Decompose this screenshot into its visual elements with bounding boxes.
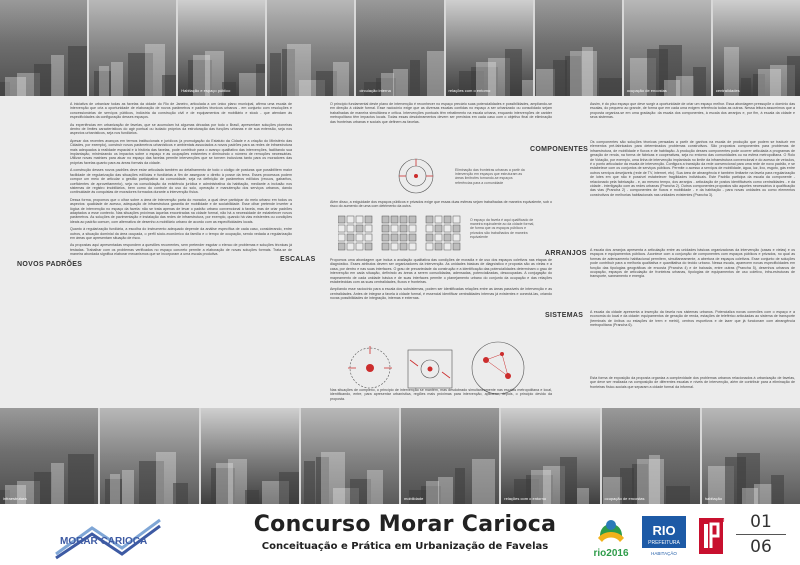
favela-photo	[713, 0, 800, 96]
grid-cell	[435, 234, 442, 241]
board-subtitle: Conceituação e Prática em Urbanização de Favelas	[261, 541, 549, 552]
favela-photo	[446, 0, 533, 96]
grid-cell	[356, 243, 363, 250]
grid-cell	[391, 234, 398, 241]
grid-cell	[365, 234, 372, 241]
paragraph: A escala dos arranjos apresenta a articulação entre as unidades básicas organizadoras da intervenção (casas e vielas) e os espaços e equipamentos públicos. Acontece com a conjunção de componentes com espaços públicos e privados, no qual as formas de adensamento habitacional permitem, simultaneamente, a abertura de espaços coletivos. Esse conjunto de soluções pode contribuir para a melhoria qualitativa e quantitativa do tecido urbano. Nessa escala, aparecem novas especificidades em função das tipologias geográficas de encosta (Prancha 4) e de baixada, entre outras (Prancha 5), desenhos urbanos de ocupação, espaços de articulação de fronteiras urbanas, tipologias de equipamentos de uso coletivo, infra-estruturas de transporte, saneamento e energia.	[590, 248, 795, 279]
grid-cell	[444, 216, 451, 223]
col-escalas-low	[330, 258, 552, 304]
scale-group-b	[408, 350, 452, 388]
favela-photo	[201, 408, 299, 504]
paragraph: Dessa forma, propomos que o olhar sobre a área de intervenção parta do morador, a qual deve participar do meio urbano em todos os aspectos: qualidade de acesso, adequação de infraestrutura garantia de mobilidade e de sociabilidade. Esse olhar pretende inverter a lógica de intervenção no espaço da favela: não se trata apenas de levar o padrão urbano convencional à favela, mas de criar padrões adaptados a esse contexto. Nas situações próximas àquelas encontradas na cidade formal, não há a necessidade de estabelecer novos parâmetros. As soluções de pavimentação e instalação das redes de infraestrutura, por exemplo, quando há vias existentes ou condições ideais ao padrão comum, com alternativa de desenho a mobiliário urbano de acordo com as especificidades locais.	[70, 197, 292, 224]
col-escalas-bottom	[330, 388, 552, 404]
grid-cell	[409, 216, 416, 223]
photo-caption: ocupação de encostas	[604, 496, 645, 501]
photo-caption: ocupação de encostas	[626, 88, 667, 93]
photo-caption: relações com o entorno	[504, 496, 547, 501]
diagram-caption: O espaço da favela é aqui qualificado de maneira equivalente ao da cidade formal, de forma que os espaços públicos e privados são trabalhados de maneira equivalente	[470, 218, 535, 239]
grid-cell	[444, 234, 451, 241]
grid-cell	[382, 234, 389, 241]
grid-cell	[365, 225, 372, 232]
heading-escalas: ESCALAS	[280, 256, 316, 263]
grid-cell	[382, 216, 389, 223]
grid-cell	[435, 216, 442, 223]
grid-cell	[453, 225, 460, 232]
paragraph: Os componentes são soluções técnicas pensadas a partir de ganhos na escala de produção que podem se traduzir em elementos pré-fabricados para determinados problemas construtivos. São propostos componentes para problemas de infraestrutura, de mobilidade e fluxos e de habitação. A produção desses componentes pode ocorrer articulada a programas de geração de renda, na forma de fábricas e cooperativas, seja no entorno das comunidades ou na esfera metropolitana. O Rolo de Votação, por exemplo, uma linha de intervenção implantada no limite da infraestrutura convencional e do acesso de veículos, é o ponto articulador da escala de intervenção. Configura a transição da rede convencional para uma rede de novo padrão, e se estabelece com os conjuntos de serviços públicos. Permite o acesso a serviços de mobilidade, água, luz, lixo, esgoto, gás entre outros serviços desejáveis (rede de TV, internet, etc). Sua área de abrangência é também limitante na favela para regularização de lotes em que não é possível estabelecer fragilidades individuais. Este Padrão participa da escala da componente - relacionado pela fabricação - e, ao mesmo tempo, dos arranjos - articulação de postos identificáveis como centralidades - e da cidade - interligação com as redes urbanas (Prancha 2). Outros componentes propostos são aqueles necessários à qualificação das vias (Prancha 2) - componentes de fluxos e mobilidade - e da habitação - para novas unidades ou como elementos construtivos de melhorias habitacionais nas unidades existentes (Prancha 3).	[590, 140, 795, 197]
favela-photo	[602, 408, 700, 504]
page-total: 06	[750, 537, 772, 557]
svg-text:HABITAÇÃO: HABITAÇÃO	[651, 551, 677, 556]
favela-photo	[301, 408, 399, 504]
svg-text:MORAR CARIOCA: MORAR CARIOCA	[60, 536, 148, 547]
grid-cell	[365, 216, 372, 223]
grid-cell	[356, 216, 363, 223]
grid-cell	[365, 243, 372, 250]
grid-cell	[347, 243, 354, 250]
col-novos-padroes	[70, 102, 292, 260]
grid-cell	[400, 243, 407, 250]
col-componentes-intro	[590, 102, 795, 123]
photo-caption: habitação	[704, 496, 723, 501]
text-area	[0, 98, 800, 406]
paragraph: O princípio fundamental deste plano de intervenção é reconhecer no espaço precário suas potencialidades e possibilidades, ampliando-se em direção à cidade formal. Esse raciocínio exige que as diversas escalas contidas no espaço a ser urbanizado ou consolidado sejam trabalhadas de maneira simultânea e crítica. Intervenções pontuais têm rebatimento na escala urbana, enquanto intervenções de caráter metropolitano têm impactos locais. Todas essas desdobramentos devem ser previstos em cada caso com o objetivo final de eliminação das fronteiras urbanas e sociais que definem as favelas.	[330, 102, 552, 124]
grid-cell	[453, 234, 460, 241]
favela-photo	[0, 408, 98, 504]
paragraph: Além disso, a exiguidade dos espaços públicos e privados exige que essas duas esferas sejam trabalhadas de maneira equivalente, sob o risco do aumento de uma com detrimento da outra.	[330, 200, 552, 209]
favela-photo	[401, 408, 499, 504]
top-photo-strip	[0, 0, 800, 96]
page-indicator	[730, 512, 792, 557]
scale-group-a	[348, 346, 392, 388]
bottom-photo-strip	[0, 408, 800, 504]
grid-cell	[409, 225, 416, 232]
grid-cell	[347, 216, 354, 223]
paragraph: As experiências em urbanização de favelas, que se acumulam há algumas décadas por todo o Brasil, apresentam soluções pioneiras dentro de limites característicos do agir pontual ou isolado próprios da estruturação das funções urbanas e de sua extensão, seja nos aspectos urbanísticos, seja nos fundiários.	[70, 122, 292, 136]
paragraph: As propostas aqui apresentadas respondem a questões recorrentes, sem pretender esgotar o elenco de problemas e soluções técnicas já testadas. Trabalhar com os problemas verificados no espaço concreto permite a elaboração de novas soluções formais. Trata-se de maneira abordada significa elaborar mecanismos que se incorporam a uma escala produtiva.	[70, 243, 292, 257]
favela-photo	[267, 0, 354, 96]
favela-photo	[535, 0, 622, 96]
col-conclusion	[590, 376, 795, 392]
grid-cell	[391, 216, 398, 223]
grid-cell	[400, 216, 407, 223]
paragraph: A construção desses novos padrões deve estar articulada também ao detalhamento de todo o código de posturas que possibilitem maior facilidade de regularização das situações edilícias e fundiárias a fim de assegurar o direito à posse da terra. Esses processos podem compor um meio de articular o gestão participativa da comunidade, seja na definição de parâmetros edilícios (recuos, gabaritos, coeficientes de aproveitamento), seja na consolidação da existência jurídica e administrativa da habitação, mediante a inclusão nos sistemas de registro imobiliários, bem como do controle do uso do solo, operação e manutenção dos serviços urbanos, dando continuidade às conquistas de moradores formados durante a intervenção física.	[70, 168, 292, 195]
favela-photo	[100, 408, 198, 504]
page-current: 01	[750, 512, 772, 532]
prefeitura-rio-logo	[640, 514, 688, 558]
favela-photo	[89, 0, 176, 96]
paragraph: Ampliando esse raciocínio para a escala dos subsistemas, podem ser identificadas relações entre as áreas passíveis de intervenção e as centralidades. Antes de integrar a favela à cidade formal, é essencial identificar centralidades internas já existentes e conectá-las, criando novas possibilidades de integração, internas e externas.	[330, 287, 552, 301]
grid-cell	[338, 216, 345, 223]
col-componentes	[590, 140, 795, 200]
grid-cell	[391, 243, 398, 250]
board-title: Concurso Morar Carioca	[253, 512, 557, 537]
grid-cell	[338, 234, 345, 241]
paragraph: A escala da cidade apresenta a inserção da favela nos sistemas urbanos. Potencializa novas conexões com o espaço e a economia do local e da cidade: equipamentos de geração de renda, estações de teleférico articuladas ao sistema de transporte (terminais de ônibus ou estações de trem e metrô), centros esportivos e de lazer que já funcionam com abrangência metropolitana (Prancha 6).	[590, 310, 795, 328]
grid-cell	[382, 243, 389, 250]
morar-carioca-logo	[52, 514, 167, 560]
grid-cell	[435, 225, 442, 232]
photo-caption: circulação interna	[359, 88, 391, 93]
grid-cell	[426, 234, 433, 241]
col-sistemas	[590, 310, 795, 331]
grid-cell	[426, 225, 433, 232]
paragraph: Nas situações de complexo, o princípio de intervenção se mantém, mas desdobrado simultaneamente nas escalas metropolitana e local, identificando, entre, para apresentar urbanística, regiões mais próximas para intervenção, aplica-se, depois, o princípio devido da proposta.	[330, 388, 552, 401]
grid-cell	[444, 225, 451, 232]
heading-novos-padroes: NOVOS PADRÕES	[17, 261, 83, 268]
favela-photo	[702, 408, 800, 504]
grid-cell	[453, 243, 460, 250]
paragraph: Quanto à regularização fundiária, a escolha do instrumento adequado depende da análise específica de cada caso, considerando, entre outros, a situação dominial da área ocupada, o perfil sócio-econômico da família e o tempo de ocupação, sendo vedada a regularização em áreas que apresentam situação de risco.	[70, 227, 292, 240]
grid-cell	[347, 234, 354, 241]
page-divider	[736, 534, 786, 535]
photo-caption: mobilidade	[404, 496, 424, 501]
heading-arranjos: ARRANJOS	[545, 250, 587, 257]
grid-cell	[435, 243, 442, 250]
svg-text:RIO: RIO	[652, 523, 676, 538]
favela-photo	[356, 0, 443, 96]
grid-cell	[338, 225, 345, 232]
rio2016-logo	[590, 512, 632, 560]
favela-photo	[178, 0, 265, 96]
grid-cell	[356, 234, 363, 241]
grid-cell	[356, 225, 363, 232]
svg-text:RJ: RJ	[718, 518, 725, 524]
grid-cell	[426, 216, 433, 223]
diagram-city-integration	[388, 156, 444, 196]
favela-photo	[624, 0, 711, 96]
core-dot	[414, 174, 418, 178]
footer	[0, 504, 800, 565]
heading-sistemas: SISTEMAS	[545, 312, 584, 319]
grid-cell	[426, 243, 433, 250]
grid-cell	[444, 243, 451, 250]
paragraph: Assim, é do piso espaço que deve surgir a oportunidade de criar um espaço melhor. Essa abordagem pressupõe o domínio das escalas, do pequeno ao grande, de forma que em cada uma exigem referência todas as outras. Nessa leitura assumimos que a proposta organiza-se em uma gradação: da escala dos componentes, à escala dos arranjos e, por fim, à escala da cidade e seus sistemas.	[590, 102, 795, 120]
grid-cell	[338, 243, 345, 250]
paragraph: Esta forma de exposição da proposta organiza a complexidade dos problemas urbanos relacionados à urbanização de favelas, que deve ser realizada na composição de diferentes escalas e níveis de intervenção, além de contribuir para a eliminação de fronteiras físico-sociais que separam a cidade formal da informal.	[590, 376, 795, 389]
grid-cell	[453, 216, 460, 223]
paragraph: A iniciativa de urbanizar todas as favelas da cidade do Rio de Janeiro, articulada a um único plano municipal, afirma uma escala de intervenção que cria a oportunidade de elaboração de novos parâmetros e padrões técnicos urbanos - em conjunto com resoluções e concessionárias de serviços públicos, indústria da construção civil e de equipamentos de mobiliário e stock - que atendam às especificidades da configuração desses espaços.	[70, 102, 292, 120]
photo-caption: infraestrutura	[3, 496, 27, 501]
grid-cell	[400, 225, 407, 232]
scale-group-c	[472, 342, 524, 394]
grid-cell	[409, 234, 416, 241]
grid-cell	[382, 225, 389, 232]
svg-text:rio2016: rio2016	[593, 548, 629, 559]
svg-text:PREFEITURA: PREFEITURA	[648, 540, 680, 546]
iab-rj-logo	[696, 514, 726, 558]
grid-cell	[347, 225, 354, 232]
favela-photo	[0, 0, 87, 96]
col-arranjos	[590, 248, 795, 282]
grid-cell	[391, 225, 398, 232]
col-escalas-top	[330, 102, 552, 127]
favela-photo	[501, 408, 599, 504]
grid-cell	[409, 243, 416, 250]
paragraph: Propomos uma abordagem que inclua a avaliação qualitativa das condições de moradia e de uso dos espaços coletivos nas etapas de diagnóstico. Esses atributos devem ser organizadores da intervenção. As unidades básicas de diagnóstico e proposta são as vielas e a casa, por dentro e nas suas interfaces. O grau de precariedade da construção e a identificação das potencialidades determinam o grau de intervenção em cada situação, definindo as áreas a serem consolidadas, adensadas, potencializadas, desocupadas. A conjugação do mapeamento de cada unidade básica e de suas interfaces permite o planejamento urbano do conjunto da ocupação e das relações estabelecidas com as suas centralidades, fluxos e fronteiras.	[330, 258, 552, 285]
photo-caption: relações com o entorno	[448, 88, 491, 93]
paragraph: Apesar dos recentes avanços em termos institucionais e jurídicos (a promulgação do Estatuto da Cidade e a criação do Ministério das Cidades, por exemplo), construir novos parâmetros urbanísticos e ambientais associados a novos padrões para as redes de infraestrutura mais adequados à realidade espacial e à história das favelas, pode contribuir para o avanço qualitativo das intervenções, facilitando sua implantação, minimizando os impactos sobre o espaço e as ocupações existentes e diminuindo o número de remoções necessárias. Utilizar novas matrizes para atuar no espaço das favelas permite intervenções que se tornem inclusivas tanto para os moradores das próprias favelas quanto para as áreas formais da cidade.	[70, 138, 292, 165]
grid-cell	[400, 234, 407, 241]
photo-caption: centralidades	[715, 88, 740, 93]
diagram-caption: Eliminação das fronteiras urbanas a partir da intervenção em espaços que estruturam as áreas limítrofes tornando-se espaços referências para a comunidade	[455, 168, 525, 185]
heading-componentes: COMPONENTES	[530, 146, 589, 153]
photo-caption: Habitação e espaço público	[181, 88, 231, 93]
diagram-public-private-grid	[338, 210, 468, 256]
